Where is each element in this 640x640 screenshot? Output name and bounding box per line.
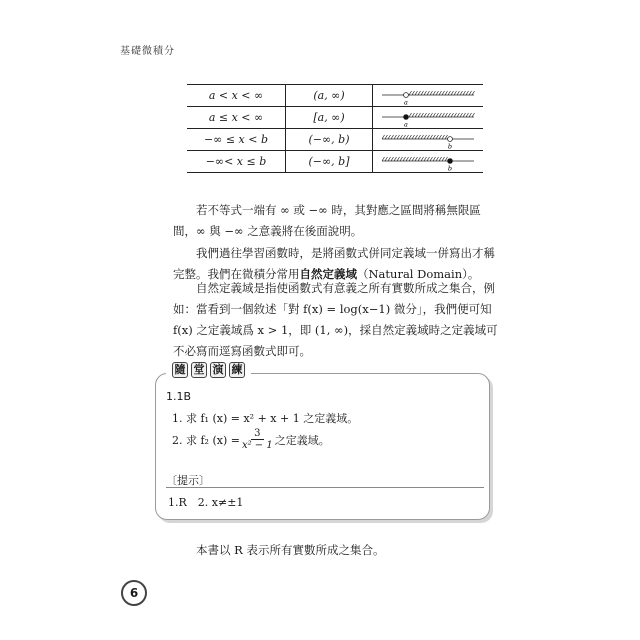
inequality-cell: a ≤ x < ∞ xyxy=(187,107,286,129)
exercise-question-2 xyxy=(172,428,330,451)
interval-hatch xyxy=(406,157,409,161)
interval-hatch xyxy=(427,135,430,139)
interval-hatch xyxy=(436,91,439,95)
interval-hatch xyxy=(442,157,445,161)
interval-hatch xyxy=(409,157,412,161)
interval-hatch xyxy=(415,113,418,117)
paragraph-infinite-interval xyxy=(173,200,503,242)
interval-hatch xyxy=(460,113,463,117)
paragraph-real-numbers xyxy=(173,540,503,561)
interval-hatch xyxy=(433,135,436,139)
interval-hatch xyxy=(454,91,457,95)
interval-hatch xyxy=(388,135,391,139)
interval-hatch xyxy=(460,91,463,95)
interval-hatch xyxy=(445,113,448,117)
interval-hatch xyxy=(382,157,385,161)
inequality-cell: −∞ ≤ x < b xyxy=(187,129,286,151)
interval-hatch xyxy=(445,135,448,139)
paragraph-text: 本書以 R 表示所有實數所成之集合。 xyxy=(196,543,385,557)
interval-hatch xyxy=(466,91,469,95)
interval-hatch xyxy=(412,135,415,139)
interval-hatch xyxy=(439,157,442,161)
paragraph-text: 若不等式一端有 ∞ 或 −∞ 時，其對應之區間將稱無限區間，∞ 與 −∞ 之意義將在後面說明。 xyxy=(173,203,481,238)
interval-row xyxy=(187,129,483,151)
interval-hatch xyxy=(427,157,430,161)
interval-notation-cell: [a, ∞) xyxy=(286,107,373,129)
interval-hatch xyxy=(403,157,406,161)
open-endpoint xyxy=(448,137,453,142)
interval-hatch xyxy=(439,91,442,95)
interval-hatch xyxy=(412,157,415,161)
interval-hatch xyxy=(421,157,424,161)
interval-row xyxy=(187,107,483,129)
interval-hatch xyxy=(442,113,445,117)
interval-hatch xyxy=(427,91,430,95)
question-suffix: 之定義域。 xyxy=(274,433,330,447)
open-endpoint xyxy=(404,93,409,98)
number-line xyxy=(378,85,478,106)
interval-hatch xyxy=(442,135,445,139)
interval-hatch xyxy=(382,135,385,139)
paragraph-line: 自然定義域是指使函數式有意義之所有實數所成之集合，例 xyxy=(196,281,495,295)
interval-notation-cell: (−∞, b] xyxy=(286,151,373,173)
inequality-cell: a < x < ∞ xyxy=(187,85,286,107)
exercise-tab-char: 堂 xyxy=(191,362,207,378)
interval-hatch xyxy=(445,91,448,95)
interval-hatch xyxy=(439,135,442,139)
interval-notation-cell: (a, ∞) xyxy=(286,85,373,107)
endpoint-label: b xyxy=(447,142,453,150)
interval-hatch xyxy=(400,157,403,161)
hint-divider xyxy=(166,487,484,488)
interval-hatch xyxy=(433,157,436,161)
paragraph-line: 如：當看到一個敘述「對 f(x) = log(x−1) 微分」，我們便可知 xyxy=(173,302,492,316)
interval-notation-cell: (−∞, b) xyxy=(286,129,373,151)
interval-hatch xyxy=(394,135,397,139)
interval-hatch xyxy=(424,157,427,161)
interval-hatch xyxy=(406,135,409,139)
interval-row xyxy=(187,85,483,107)
interval-hatch xyxy=(415,91,418,95)
endpoint-label: b xyxy=(447,164,453,172)
interval-hatch xyxy=(424,135,427,139)
interval-hatch xyxy=(454,113,457,117)
interval-hatch xyxy=(394,157,397,161)
interval-hatch xyxy=(466,113,469,117)
interval-hatch xyxy=(430,91,433,95)
interval-hatch xyxy=(436,135,439,139)
paragraph-line: f(x) 之定義域爲 x > 1，即 (1, ∞)，採自然定義域時之定義域可 xyxy=(173,323,498,337)
interval-hatch xyxy=(412,113,415,117)
interval-hatch xyxy=(418,91,421,95)
interval-hatch xyxy=(421,135,424,139)
interval-hatch xyxy=(442,91,445,95)
paragraph-natural-domain-definition xyxy=(173,278,503,362)
number-line-cell xyxy=(373,129,484,151)
interval-hatch xyxy=(397,135,400,139)
closed-endpoint xyxy=(448,159,453,164)
question-prefix: 2. 求 f₂ (x) = xyxy=(172,433,240,447)
interval-hatch xyxy=(433,113,436,117)
interval-row xyxy=(187,151,483,173)
interval-table xyxy=(187,84,483,173)
interval-hatch xyxy=(391,157,394,161)
number-line-cell xyxy=(373,151,484,173)
interval-hatch xyxy=(439,113,442,117)
interval-hatch xyxy=(415,157,418,161)
interval-hatch xyxy=(421,113,424,117)
interval-hatch xyxy=(385,135,388,139)
interval-hatch xyxy=(433,91,436,95)
interval-hatch xyxy=(469,91,472,95)
interval-hatch xyxy=(418,135,421,139)
number-line-cell xyxy=(373,85,484,107)
interval-hatch xyxy=(463,113,466,117)
endpoint-label: a xyxy=(404,98,408,106)
paragraph-text: （Natural Domain）。 xyxy=(357,267,480,281)
interval-hatch xyxy=(412,91,415,95)
interval-hatch xyxy=(445,157,448,161)
interval-hatch xyxy=(409,91,412,95)
interval-hatch xyxy=(430,113,433,117)
exercise-tab-char: 練 xyxy=(229,362,245,378)
interval-hatch xyxy=(457,91,460,95)
hint-answers: 1.R 2. x≠±1 xyxy=(168,496,244,509)
fraction-denominator: x² − 1 xyxy=(241,440,273,451)
closed-endpoint xyxy=(404,115,409,120)
number-line xyxy=(378,129,478,150)
exercise-tab-char: 隨 xyxy=(172,362,188,378)
running-header: 基礎微積分 xyxy=(120,46,175,57)
interval-hatch xyxy=(436,157,439,161)
interval-hatch xyxy=(424,113,427,117)
exercise-tab xyxy=(166,360,251,380)
interval-hatch xyxy=(415,135,418,139)
interval-hatch xyxy=(457,113,460,117)
endpoint-label: a xyxy=(404,120,408,128)
interval-hatch xyxy=(436,113,439,117)
exercise-id: 1.1B xyxy=(166,390,192,403)
interval-hatch xyxy=(409,113,412,117)
interval-hatch xyxy=(400,135,403,139)
paragraph-text: 我們過往學習函數時，是將函數式併同定義域一併寫出才稱完整。我們在微積分常用 xyxy=(173,246,495,281)
hint-label: 〔提示〕 xyxy=(166,474,210,487)
exercise-question-1: 1. 求 f₁ (x) = x² + x + 1 之定義域。 xyxy=(172,412,359,425)
interval-hatch xyxy=(403,135,406,139)
interval-hatch xyxy=(424,91,427,95)
interval-hatch xyxy=(469,113,472,117)
number-line xyxy=(378,151,478,172)
number-line xyxy=(378,107,478,128)
number-line-cell xyxy=(373,107,484,129)
interval-hatch xyxy=(391,135,394,139)
interval-hatch xyxy=(472,113,475,117)
interval-hatch xyxy=(418,113,421,117)
interval-hatch xyxy=(388,157,391,161)
interval-hatch xyxy=(397,157,400,161)
interval-hatch xyxy=(421,91,424,95)
interval-hatch xyxy=(448,91,451,95)
fraction xyxy=(242,428,273,451)
paragraph-line: 不必寫而逕寫函數式即可。 xyxy=(173,344,311,358)
page-number: 6 xyxy=(121,580,147,606)
interval-hatch xyxy=(448,113,451,117)
interval-hatch xyxy=(409,135,412,139)
interval-hatch xyxy=(451,91,454,95)
exercise-tab-char: 演 xyxy=(210,362,226,378)
interval-hatch xyxy=(472,91,475,95)
interval-hatch xyxy=(463,91,466,95)
interval-hatch xyxy=(427,113,430,117)
fraction-numerator: 3 xyxy=(251,428,263,440)
interval-hatch xyxy=(385,157,388,161)
natural-domain-term: 自然定義域 xyxy=(299,267,357,281)
interval-hatch xyxy=(430,157,433,161)
inequality-cell: −∞< x ≤ b xyxy=(187,151,286,173)
interval-hatch xyxy=(430,135,433,139)
interval-hatch xyxy=(418,157,421,161)
interval-hatch xyxy=(451,113,454,117)
